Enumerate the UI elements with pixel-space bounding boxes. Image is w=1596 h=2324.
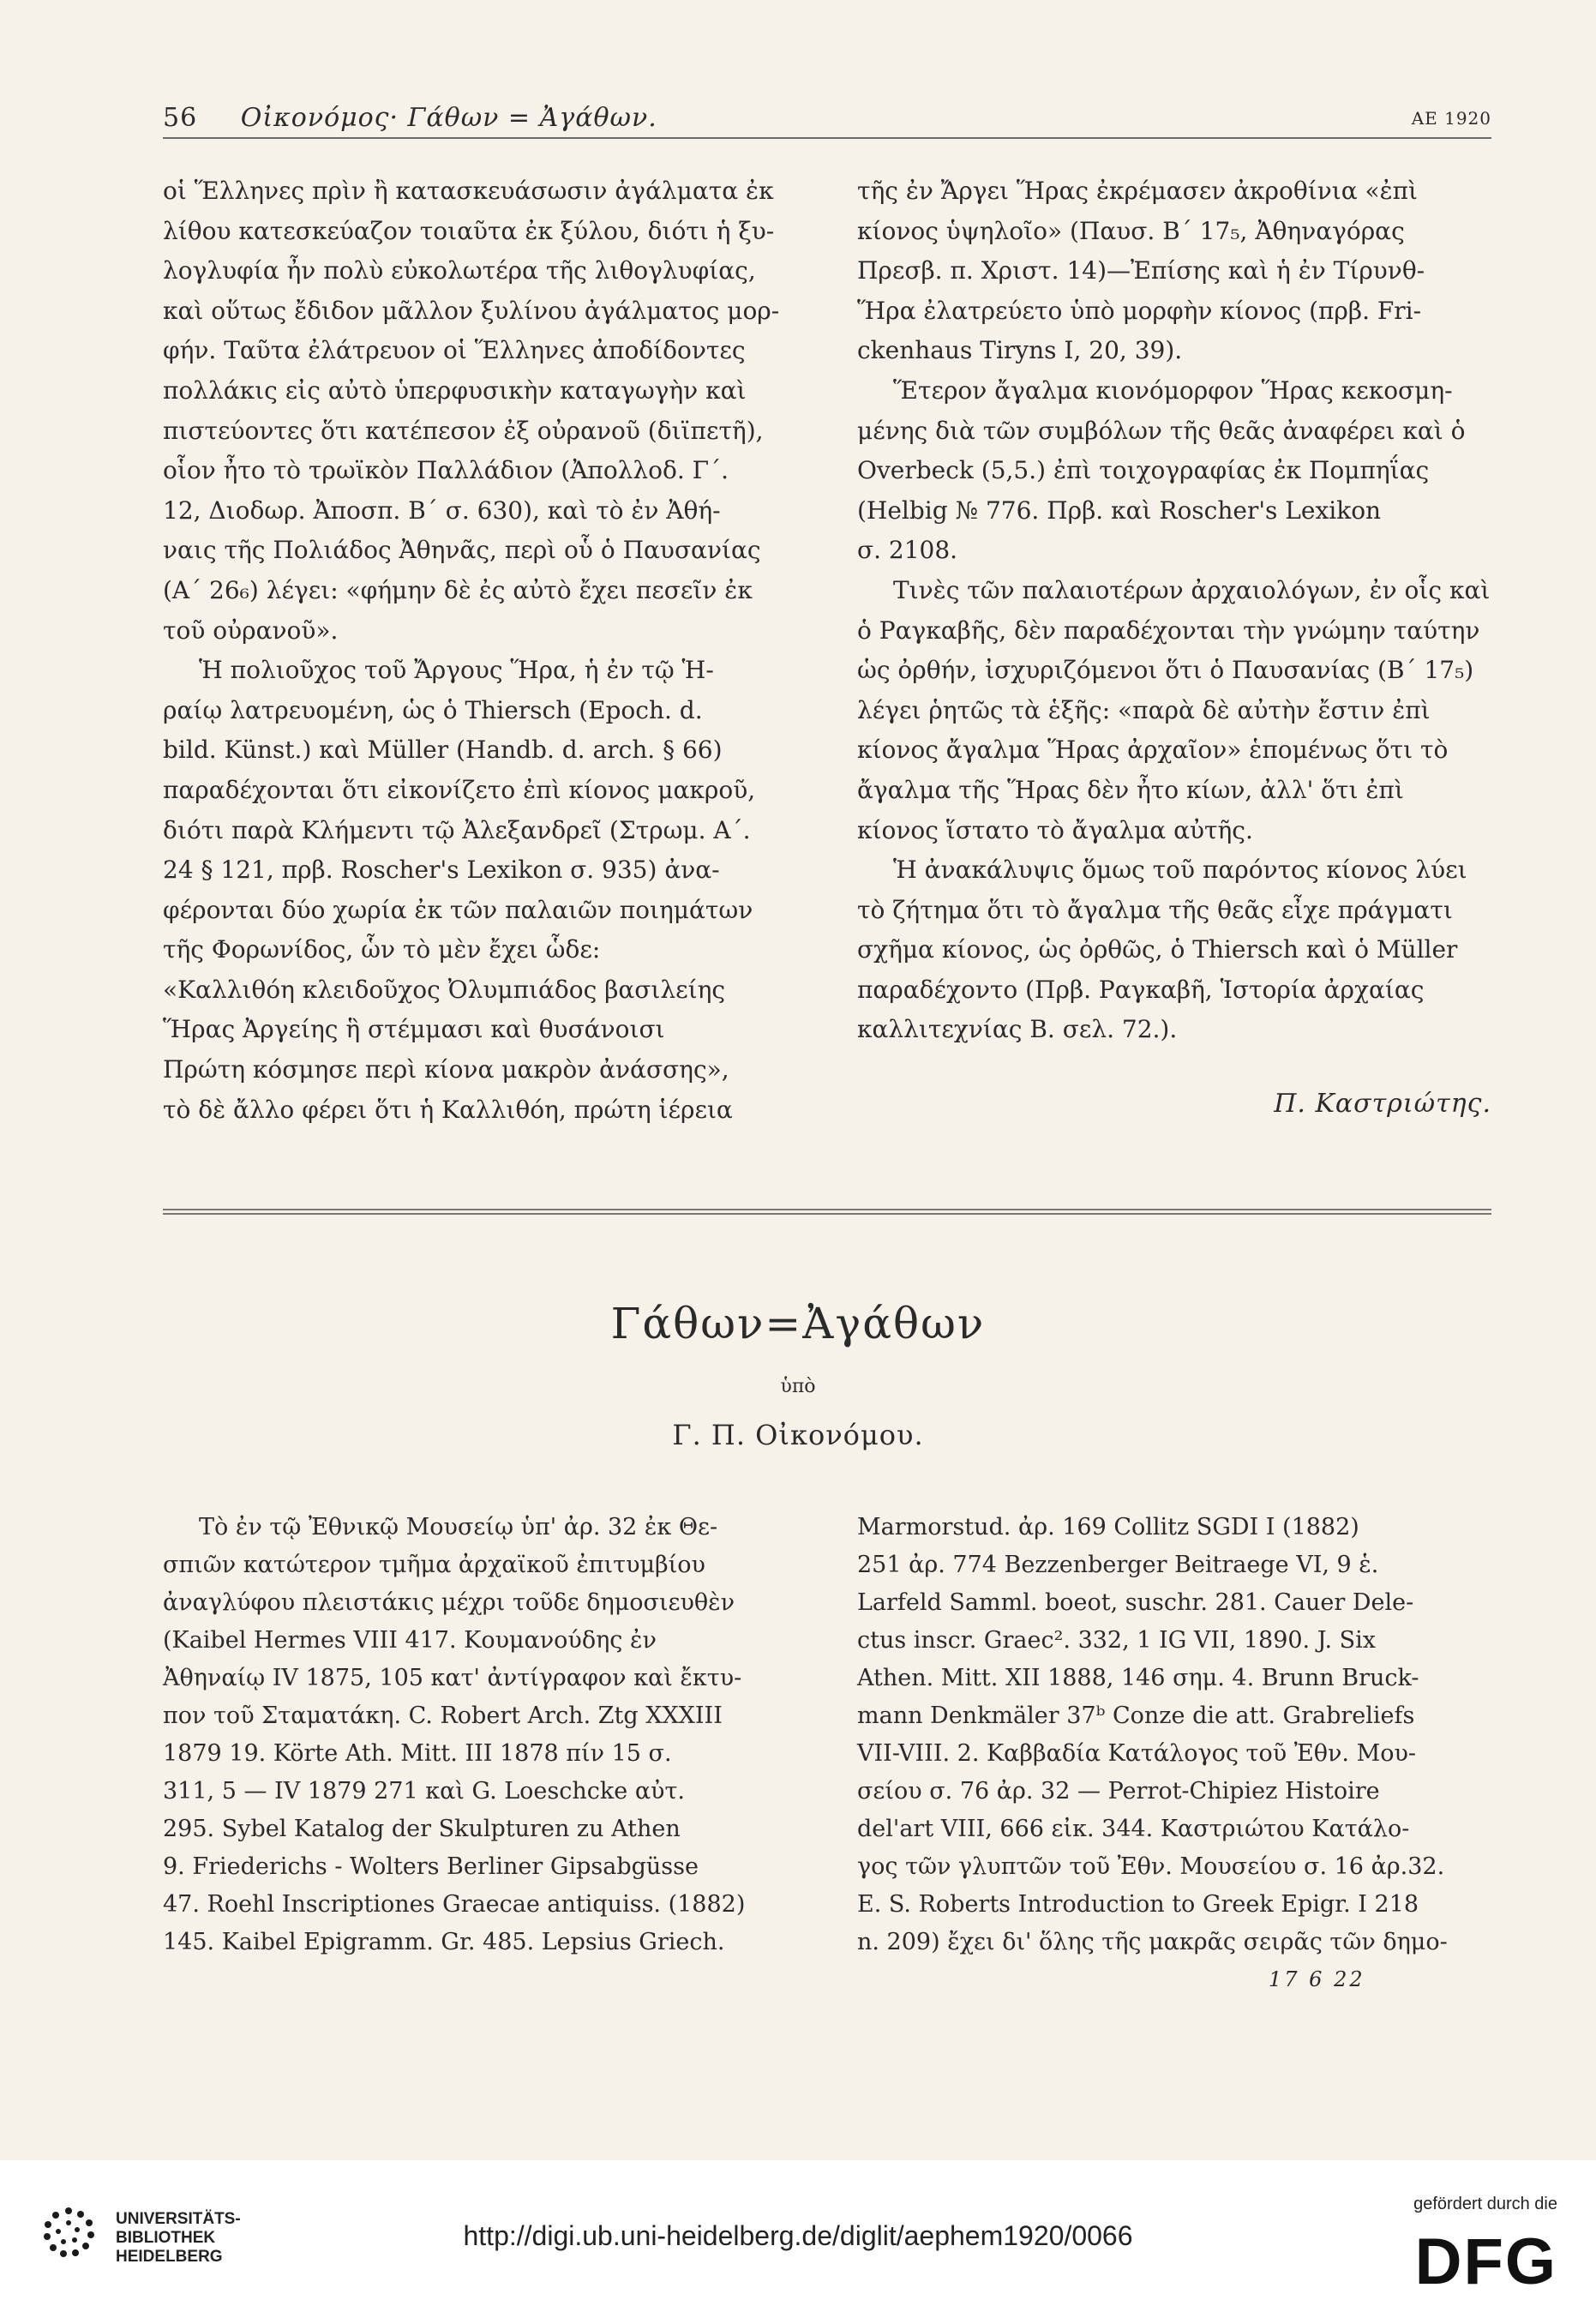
text-line: φέρονται δύο χωρία ἐκ τῶν παλαιῶν ποιημάτων xyxy=(163,895,753,924)
funding-caption: gefördert durch die xyxy=(1413,2195,1557,2213)
text-line: οἱ Ἕλληνες πρὶν ἢ κατασκευάσωσιν ἀγάλματα ἐκ xyxy=(163,177,774,205)
text-line: οἷον ἦτο τὸ τρωϊκὸν Παλλάδιον (Ἀπολλοδ. Γ΄. xyxy=(163,456,729,485)
text-line: 9. Friederichs - Wolters Berliner Gipsabgüsse xyxy=(163,1853,699,1880)
article-author: Γ. Π. Οἰκονόμου. xyxy=(672,1419,924,1451)
text-line: mann Denkmäler 37ᵇ Conze die att. Grabreliefs xyxy=(857,1702,1415,1729)
text-line: λογλυφία ἦν πολὺ εὐκολωτέρα τῆς λιθογλυφίας, xyxy=(163,256,756,285)
text-line: παραδέχονται ὅτι εἰκονίζετο ἐπὶ κίονος μακροῦ, xyxy=(163,775,756,804)
text-line: Ἕτερον ἄγαλμα κιονόμορφον Ἥρας κεκοσμη- xyxy=(893,375,1453,405)
text-line: Athen. Mitt. XII 1888, 146 σημ. 4. Brunn Bruck- xyxy=(857,1665,1419,1691)
text-line: 295. Sybel Katalog der Skulpturen zu Athen xyxy=(163,1816,681,1842)
library-name: UNIVERSITÄTS- BIBLIOTHEK HEIDELBERG xyxy=(116,2210,241,2266)
text-line: ctus inscr. Graec². 332, 1 IG VII, 1890. J. Six xyxy=(857,1627,1376,1654)
text-line: Ἡ ἀνακάλυψις ὅμως τοῦ παρόντος κίονος λύει xyxy=(893,856,1467,885)
dfg-logo: DFG xyxy=(1414,2225,1557,2298)
text-line: τῆς Φορωνίδος, ὧν τὸ μὲν ἔχει ὧδε: xyxy=(163,935,601,964)
text-line: ἀναγλύφου πλειστάκις μέχρι τοῦδε δημοσιευθὲν xyxy=(163,1589,735,1616)
text-line: παραδέχοντο (Πρβ. Ραγκαβῆ, Ἱστορία ἀρχαίας xyxy=(857,975,1425,1004)
text-line: γος τῶν γλυπτῶν τοῦ Ἐθν. Μουσείου σ. 16 ἀρ.32. xyxy=(857,1853,1445,1880)
header-rule xyxy=(163,137,1491,139)
text-line: καὶ οὕτως ἔδιδον μᾶλλον ξυλίνου ἀγάλματος μορ- xyxy=(163,296,780,325)
page-number: 56 xyxy=(163,103,198,133)
text-line: σπιῶν κατώτερον τμῆμα ἀρχαϊκοῦ ἐπιτυμβίου xyxy=(163,1552,705,1578)
text-line: κίονος ὑψηλοῖο» (Παυσ. Β΄ 17₅, Ἀθηναγόρας xyxy=(857,216,1405,245)
text-line: del'art VIII, 666 εἰκ. 344. Καστριώτου Κατάλο- xyxy=(857,1816,1410,1842)
text-line: 47. Roehl Inscriptiones Graecae antiquiss. (1882) xyxy=(163,1891,746,1918)
text-line: 251 ἀρ. 774 Bezzenberger Beitraege VI, 9 ἑ. xyxy=(857,1552,1379,1578)
prev-article-left-column xyxy=(163,171,797,1130)
text-line: σ. 2108. xyxy=(857,536,958,565)
text-line: μένης διὰ τῶν συμβόλων τῆς θεᾶς ἀναφέρει καὶ ὁ xyxy=(857,416,1466,445)
text-line: σείου σ. 76 ἀρ. 32 — Perrot-Chipiez Histoire xyxy=(857,1778,1380,1805)
text-line: φήν. Ταῦτα ἐλάτρευον οἱ Ἕλληνες ἀποδίδοντες xyxy=(163,336,746,365)
text-line: διότι παρὰ Κλήμεντι τῷ Ἀλεξανδρεῖ (Στρωμ. Α΄. xyxy=(163,815,751,844)
article-left-column xyxy=(163,1509,797,1961)
permalink-url[interactable]: http://digi.ub.uni-heidelberg.de/diglit/aephem1920/0066 xyxy=(463,2220,1133,2251)
text-line: ὁ Ραγκαβῆς, δὲν παραδέχονται τὴν γνώμην ταύτην xyxy=(857,616,1480,645)
text-line: πον τοῦ Σταματάκη. C. Robert Arch. Ztg XXXIII xyxy=(163,1702,723,1729)
text-line: 145. Kaibel Epigramm. Gr. 485. Lepsius Griech. xyxy=(163,1929,725,1955)
text-line: (Helbig № 776. Πρβ. καὶ Roscher's Lexikon xyxy=(857,495,1382,525)
text-line: καλλιτεχνίας Β. σελ. 72.). xyxy=(857,1015,1178,1044)
text-line: bild. Künst.) καὶ Müller (Handb. d. arch. § 66) xyxy=(163,736,723,765)
date-stamp: 17 6 22 xyxy=(1269,1967,1365,1991)
text-line: Ἀθηναίῳ IV 1875, 105 κατ' ἀντίγραφον καὶ ἔκτυ- xyxy=(163,1665,742,1691)
text-line: Πρώτη κόσμησε περὶ κίονα μακρὸν ἀνάσσης», xyxy=(163,1055,729,1084)
text-line: Overbeck (5,5.) ἐπὶ τοιχογραφίας ἐκ Πομπηΐας xyxy=(857,456,1430,485)
text-line: ὡς ὀρθήν, ἰσχυριζόμενοι ὅτι ὁ Παυσανίας (Β΄ 17₅) xyxy=(857,656,1474,685)
text-line: τοῦ οὐρανοῦ». xyxy=(163,616,339,645)
text-line: 12, Διοδωρ. Ἀποσπ. Β΄ σ. 630), καὶ τὸ ἐν Ἀθή- xyxy=(163,495,721,525)
text-line: Larfeld Samml. boeot, suschr. 281. Cauer Dele- xyxy=(857,1589,1414,1616)
text-line: Τὸ ἐν τῷ Ἐθνικῷ Μουσείῳ ὑπ' ἀρ. 32 ἐκ Θε- xyxy=(199,1514,718,1540)
article-title: Γάθων=Ἀγάθων xyxy=(610,1299,986,1348)
digitization-footer xyxy=(0,2160,1596,2324)
prev-article-signature: Π. Καστριώτης. xyxy=(1274,1089,1491,1119)
text-line: n. 209) ἔχει δι' ὅλης τῆς μακρᾶς σειρᾶς τῶν δημο- xyxy=(857,1929,1448,1955)
text-line: ραίῳ λατρευομένη, ὡς ὁ Thiersch (Epoch. d. xyxy=(163,695,703,724)
text-line: κίονος ἵστατο τὸ ἄγαλμα αὐτῆς. xyxy=(857,815,1253,844)
text-line: Ἡ πολιοῦχος τοῦ Ἄργους Ἥρα, ἡ ἐν τῷ Ἡ- xyxy=(199,656,714,685)
text-line: ναις τῆς Πολιάδος Ἀθηνᾶς, περὶ οὗ ὁ Παυσανίας xyxy=(163,536,761,565)
text-line: τῆς ἐν Ἄργει Ἥρας ἐκρέμασεν ἀκροθίνια «ἐπὶ xyxy=(857,177,1419,205)
text-line: λίθου κατεσκεύαζον τοιαῦτα ἐκ ξύλου, διότι ἡ ξυ- xyxy=(163,216,775,245)
text-line: «Καλλιθόη κλειδοῦχος Ὀλυμπιάδος βασιλείης xyxy=(163,975,726,1004)
text-line: κίονος ἄγαλμα Ἥρας ἀρχαῖον» ἑπομένως ὅτι τὸ xyxy=(857,736,1449,765)
text-line: πολλάκις εἰς αὐτὸ ὑπερφυσικὴν καταγωγὴν καὶ xyxy=(163,375,747,405)
journal-mark: ΑΕ 1920 xyxy=(1411,108,1491,129)
text-line: Ἥρα ἐλατρεύετο ὑπὸ μορφὴν κίονος (πρβ. Fri- xyxy=(857,296,1422,325)
text-line: Τινὲς τῶν παλαιοτέρων ἀρχαιολόγων, ἐν οἷς καὶ xyxy=(893,575,1491,604)
text-line: Ἥρας Ἀργείης ἣ στέμμασι καὶ θυσάνοισι xyxy=(163,1015,665,1044)
text-line: τὸ ζήτημα ὅτι τὸ ἄγαλμα τῆς θεᾶς εἶχε πράγματι xyxy=(857,895,1453,924)
text-line: (Α΄ 26₆) λέγει: «φήμην δὲ ἐς αὐτὸ ἔχει πεσεῖν ἐκ xyxy=(163,575,753,604)
text-line: Marmorstud. ἀρ. 169 Collitz SGDI I (1882) xyxy=(857,1514,1359,1540)
text-line: ckenhaus Tiryns I, 20, 39). xyxy=(857,336,1183,365)
text-line: E. S. Roberts Introduction to Greek Epigr. I 218 xyxy=(857,1891,1419,1918)
article-by-line: ὑπὸ xyxy=(780,1376,816,1397)
text-line: 1879 19. Körte Ath. Mitt. III 1878 πίν 15 σ. xyxy=(163,1740,672,1767)
text-line: τὸ δὲ ἄλλο φέρει ὅτι ἡ Καλλιθόη, πρώτη ἱέρεια xyxy=(163,1095,733,1124)
article-right-column xyxy=(857,1509,1491,1961)
running-header xyxy=(163,96,1491,139)
text-line: (Kaibel Hermes VIII 417. Κουμανούδης ἐν xyxy=(163,1627,657,1654)
text-line: ἄγαλμα τῆς Ἥρας δὲν ἦτο κίων, ἀλλ' ὅτι ἐπὶ xyxy=(857,775,1404,804)
text-line: λέγει ῥητῶς τὰ ἑξῆς: «παρὰ δὲ αὐτὴν ἔστιν ἐπὶ xyxy=(857,695,1431,724)
text-line: 24 § 121, πρβ. Roscher's Lexikon σ. 935) ἀνα- xyxy=(163,856,720,885)
text-line: 311, 5 — IV 1879 271 καὶ G. Loeschcke αὐτ. xyxy=(163,1778,685,1805)
text-line: Πρεσβ. π. Χριστ. 14)—Ἐπίσης καὶ ἡ ἐν Τίρυνθ- xyxy=(857,256,1425,285)
text-line: σχῆμα κίονος, ὡς ὀρθῶς, ὁ Thiersch καὶ ὁ Müller xyxy=(857,935,1458,964)
text-line: πιστεύοντες ὅτι κατέπεσον ἐξ οὐρανοῦ (διϊπετῆ), xyxy=(163,416,764,445)
prev-article-right-column xyxy=(857,171,1491,1050)
running-title: Οἰκονόμος· Γάθων = Ἀγάθων. xyxy=(240,103,657,133)
article-separator-rule xyxy=(163,1209,1491,1215)
text-line: VII-VIII. 2. Καββαδία Κατάλογος τοῦ Ἐθν. Μου- xyxy=(857,1740,1417,1767)
